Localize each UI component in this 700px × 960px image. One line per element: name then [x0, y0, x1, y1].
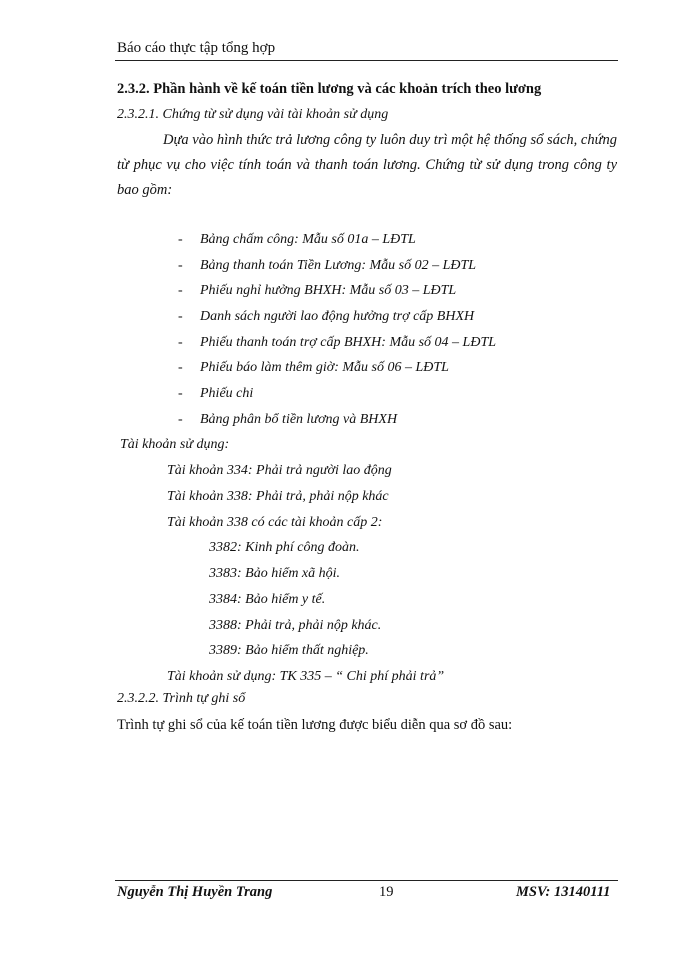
- list-item: [178, 386, 496, 412]
- page-number: 19: [379, 884, 394, 900]
- dash-marker: -: [178, 257, 183, 273]
- account-335-line: Tài khoản sử dụng: TK 335 – “ Chi phí phải trả”: [167, 669, 445, 684]
- dash-marker: -: [178, 309, 183, 325]
- list-item: [178, 232, 496, 258]
- dash-marker: -: [178, 232, 183, 247]
- documents-list: [178, 232, 496, 438]
- document-item-text: Phiếu nghỉ hưởng BHXH: Mẫu số 03 – LĐTL: [200, 283, 457, 299]
- dash-marker: -: [178, 360, 183, 376]
- document-item-text: Bảng chấm công: Mẫu số 01a – LĐTL: [200, 232, 416, 247]
- document-item-text: Phiếu chi: [200, 386, 254, 402]
- footer-author: Nguyễn Thị Huyền Trang: [117, 884, 273, 900]
- document-item-text: Bảng phân bổ tiền lương và BHXH: [200, 411, 398, 427]
- document-item-text: Phiếu báo làm thêm giờ: Mẫu số 06 – LĐTL: [200, 360, 449, 376]
- sub-account-line: 3383: Bảo hiểm xã hội.: [209, 566, 341, 581]
- document-item-text: Bảng thanh toán Tiền Lương: Mẫu số 02 – LĐTL: [200, 257, 477, 273]
- account-line: Tài khoản 338: Phải trả, phải nộp khác: [167, 489, 389, 504]
- header-rule: [115, 60, 618, 61]
- dash-marker: -: [178, 386, 183, 402]
- document-item-text: Danh sách người lao động hưởng trợ cấp BHXH: [200, 309, 475, 325]
- list-item: [178, 309, 496, 335]
- subsection-heading-2: 2.3.2.2. Trình tự ghi sổ: [117, 691, 246, 706]
- sub-account-line: 3384: Bảo hiểm y tế.: [209, 592, 326, 607]
- list-item: [178, 360, 496, 386]
- footer-rule: [115, 880, 618, 881]
- list-item: [178, 258, 496, 284]
- dash-marker: -: [178, 411, 183, 427]
- dash-marker: -: [178, 334, 183, 350]
- list-item: [178, 412, 496, 438]
- footer-student-id: MSV: 13140111: [516, 884, 611, 900]
- accounts-title: Tài khoản sử dụng:: [120, 437, 230, 452]
- account-line: Tài khoản 334: Phải trả người lao động: [167, 463, 392, 478]
- intro-paragraph: Dựa vào hình thức trả lương công ty luôn duy trì một hệ thống sổ sách, chứng từ phục vụ cho việc tính toán và thanh toán lương. Chứng từ sử dụng trong công ty bao gồm:: [117, 132, 617, 198]
- document-item-text: Phiếu thanh toán trợ cấp BHXH: Mẫu số 04 – LĐTL: [200, 334, 497, 350]
- sub-account-line: 3389: Bảo hiểm thất nghiệp.: [209, 643, 369, 658]
- account-line: Tài khoản 338 có các tài khoản cấp 2:: [167, 515, 383, 530]
- recording-sequence-text: Trình tự ghi sổ của kế toán tiền lương được biểu diễn qua sơ đồ sau:: [117, 717, 513, 733]
- section-heading: 2.3.2. Phần hành về kế toán tiền lương và các khoản trích theo lương: [117, 81, 542, 97]
- list-item: [178, 335, 496, 361]
- list-item: [178, 283, 496, 309]
- subsection-heading-1: 2.3.2.1. Chứng từ sử dụng vài tài khoản sử dụng: [117, 107, 389, 122]
- page-header-title: Báo cáo thực tập tổng hợp: [117, 40, 276, 56]
- sub-account-line: 3382: Kinh phí công đoàn.: [209, 540, 360, 555]
- dash-marker: -: [178, 283, 183, 299]
- sub-account-line: 3388: Phải trả, phải nộp khác.: [209, 618, 382, 633]
